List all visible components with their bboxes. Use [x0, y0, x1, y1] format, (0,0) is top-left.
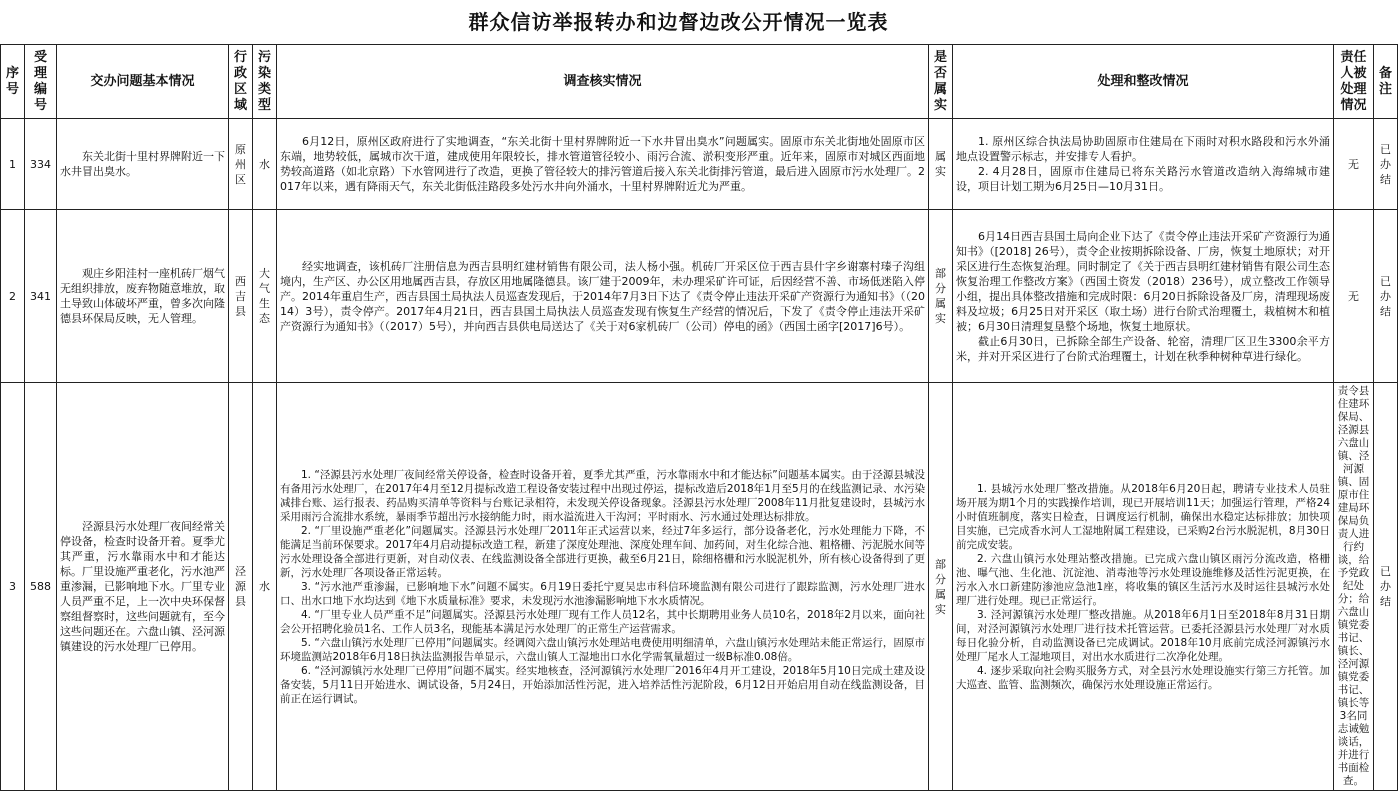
cell-verified: 属实: [929, 119, 953, 210]
cell-seq: 1: [1, 119, 25, 210]
investigation-paragraph: 3. “污水池严重渗漏，已影响地下水”问题不属实。6月19日委托宁夏吴忠市科信环境监测有限公司进行了跟踪监测，污水处理厂进水口、出水口地下水均达到《地下水质量标准》要求，未发现污水池渗漏影响地下水水质情况。: [280, 580, 925, 607]
cell-issue: 观庄乡阳洼村一座机砖厂烟气无组织排放，废弃物随意堆放，取土导致山体破坏严重，曾多次向隆德县环保局反映，无人管理。: [57, 210, 229, 383]
investigation-paragraph: 4. “厂里专业人员严重不足”问题属实。泾源县污水处理厂现有工作人员12名，其中长期聘用业务人员10名，2018年2月以来，面向社会公开招聘化验员1名、工作人员3名，现能基本满足污水处理厂的正常生产运营需求。: [280, 608, 925, 635]
cell-pollution: 水: [253, 119, 277, 210]
cell-seq: 3: [1, 383, 25, 791]
cell-accept-no: 341: [25, 210, 57, 383]
col-investigation: 调查核实情况: [277, 45, 929, 119]
cell-remark: 已办结: [1374, 119, 1398, 210]
handling-paragraph: 截止6月30日，已拆除全部生产设备、轮窑，清理厂区卫生3300余平方米，并对开采区进行了台阶式治理覆土，计划在秋季种树种草进行绿化。: [956, 334, 1330, 363]
cell-investigation: [277, 210, 929, 383]
cell-investigation: [277, 119, 929, 210]
cell-accept-no: 334: [25, 119, 57, 210]
handling-paragraph: 3. 泾河源镇污水处理厂整改措施。从2018年6月1日至2018年8月31日期间，对泾河源镇污水处理厂进行技术托管运营。已委托泾源县污水处理厂对水质每日化验分析，自动监测设备已完成调试。2018年10月底前完成泾河源镇污水处理厂尾水人工湿地项目，对出水水质进行二次净化处理。: [956, 608, 1330, 663]
cell-issue: 东关北街十里村界牌附近一下水井冒出臭水。: [57, 119, 229, 210]
cell-pollution: 大气生态: [253, 210, 277, 383]
table-row: [1, 210, 1398, 383]
col-handling: 处理和整改情况: [953, 45, 1334, 119]
investigation-paragraph: 1. “泾源县污水处理厂夜间经常关停设备，检查时设备开着，夏季尤其严重，污水靠雨水中和才能达标”问题基本属实。由于泾源县城没有备用污水处理厂，在2017年4月至12月提标改造工程设备安装过程中出现过停运，提标改造后2018年1月至5月的在线监测记录、水污染减排台账、运行报表、药品购买清单等资料与台账记录相符，未发现关停设备现象。泾源县污水处理厂2008年11月批复建设时，县城污水采用雨污合流排水系统，暴雨季节超出污水接纳能力时，雨水溢流进入干沟河；平时雨水、污水通过处理达标排放。: [280, 468, 925, 523]
cell-accountability: 责令县住建环保局、泾源县六盘山镇、泾河源镇、固原市住建局环保局负责人进行约谈，给予党政纪处分；给六盘山镇党委书记、镇长、泾河源镇党委书记、镇长等3名同志诫勉谈话，并进行书面检查。: [1334, 383, 1374, 791]
cell-remark: 已办结: [1374, 383, 1398, 791]
col-accountability: 责任人被处理情况: [1334, 45, 1374, 119]
handling-paragraph: 4. 逐步采取向社会购买服务方式，对全县污水处理设施实行第三方托管。加大巡查、监管、监测频次，确保污水处理设施正常运行。: [956, 664, 1330, 691]
investigation-paragraph: 5. “六盘山镇污水处理厂已停用”问题属实。经调阅六盘山镇污水处理站电费使用明细清单，六盘山镇污水处理站未能正常运行，固原市环境监测站2018年6月18日执法监测报告单显示，六盘山镇人工湿地出口水化学需氧量超过一级B标准0.08倍。: [280, 636, 925, 663]
investigation-paragraph: 经实地调查，该机砖厂注册信息为西吉县明红建材销售有限公司，法人杨小强。机砖厂开采区位于西吉县什字乡谢寨村瑧子沟组境内，生产区、办公区用地属西吉县，存放区用地属隆德县。该厂建于2009年，未办理采矿许可证，后因经营不善、市场低迷陷入停产。2014年重启生产，西吉县国土局执法人员巡查发现后，于2014年7月3日下达了《责令停止违法开采矿产资源行为通知书》（（2014）3号），责令停产。2017年4月21日，西吉县国土局执法人员巡查发现有恢复生产经营的情况后，下发了《责令停止违法开采矿产资源行为通知书》（（2017）5号），并向西吉县供电局送达了《关于对6家机砖厂（公司）停电的函》（西国土函字[2017]6号）。: [280, 259, 925, 333]
col-remark: 备注: [1374, 45, 1398, 119]
table-row: [1, 383, 1398, 791]
handling-paragraph: 2. 4月28日，固原市住建局已将东关路污水管道改造纳入海绵城市建设，项目计划工期为6月25日—10月31日。: [956, 165, 1330, 193]
col-issue: 交办问题基本情况: [57, 45, 229, 119]
cell-remark: 已办结: [1374, 210, 1398, 383]
cell-pollution: 水: [253, 383, 277, 791]
petition-table: [0, 44, 1398, 791]
cell-seq: 2: [1, 210, 25, 383]
cell-accountability: 无: [1334, 119, 1374, 210]
investigation-paragraph: 6月12日，原州区政府进行了实地调查，“东关北街十里村界牌附近一下水井冒出臭水”问题属实。固原市东关北街地处固原市区东端，地势较低，属城市次干道，建成使用年限较长，排水管道管径较小、雨污合流、淤积变形严重。近年来，固原市对城区西面地势较高道路（如北京路）下水管网进行了改造，更换了管径较大的排污管道后接入东关北街排污管道，最后进入固原市污水处理厂。2017年以来，遇有降雨天气，东关北街低洼路段多处污水井向外涌水，十里村界牌附近尤为严重。: [280, 135, 925, 193]
cell-district: 泾源县: [229, 383, 253, 791]
cell-handling: [953, 210, 1334, 383]
cell-district: 原州区: [229, 119, 253, 210]
header-row: [1, 45, 1398, 119]
cell-accept-no: 588: [25, 383, 57, 791]
cell-accountability: 无: [1334, 210, 1374, 383]
handling-paragraph: 6月14日西吉县国土局向企业下达了《责令停止违法开采矿产资源行为通知书》（[2018] 26号），责令企业按期拆除设备、厂房，恢复土地原状；对开采区进行生态恢复治理。同时制定了《关于西吉县明红建材销售有限公司生态恢复治理工作整改方案》（西国土资发（2018）236号），成立整改工作领导小组，提出具体整改措施和完成时限：6月20日拆除设备及厂房，清理现场废料及垃圾；6月25日对开采区（取土场）进行台阶式治理覆土，栽植树木和植被；6月30日清理复垦整个场地，恢复土地原状。: [956, 229, 1330, 333]
page-title: 群众信访举报转办和边督边改公开情况一览表: [468, 10, 889, 34]
col-district: 行政区域: [229, 45, 253, 119]
cell-verified: 部分属实: [929, 383, 953, 791]
cell-investigation: [277, 383, 929, 791]
handling-paragraph: 1. 原州区综合执法局协助固原市住建局在下雨时对积水路段和污水外涌地点设置警示标志，并安排专人看护。: [956, 135, 1330, 163]
col-pollution: 污染类型: [253, 45, 277, 119]
col-accept-no: 受理编号: [25, 45, 57, 119]
cell-verified: 部分属实: [929, 210, 953, 383]
investigation-paragraph: 6. “泾河源镇污水处理厂已停用”问题不属实。经实地核查，泾河源镇污水处理厂2016年4月开工建设，2018年5月10日完成土建及设备安装，5月11日开始进水、调试设备，5月24日，开始添加活性污泥，进入培养活性污泥阶段，6月12日开始启用自动在线监测设备，目前正在运行调试。: [280, 664, 925, 705]
table-row: [1, 119, 1398, 210]
col-seq: 序号: [1, 45, 25, 119]
cell-issue: 泾源县污水处理厂夜间经常关停设备，检查时设备开着。夏季尤其严重，污水靠雨水中和才能达标。厂里设施严重老化，污水池严重渗漏，已影响地下水。厂里专业人员严重不足，上一次中央环保督察组督察时，这些问题就有，至今这些问题还在。六盘山镇、泾河源镇建设的污水处理厂已停用。: [57, 383, 229, 791]
handling-paragraph: 2. 六盘山镇污水处理站整改措施。已完成六盘山镇区雨污分流改造，格栅池、曝气池、生化池、沉淀池、消毒池等污水处理设施维修及活性污泥更换，在污水入水口新建防渗池应急池1座，将收集的镇区生活污水及时运往县城污水处理厂进行处理。现已正常运行。: [956, 552, 1330, 607]
cell-handling: [953, 119, 1334, 210]
investigation-paragraph: 2. “厂里设施严重老化”问题属实。泾源县污水处理厂2011年正式运营以来，经过7年多运行，部分设备老化，污水处理能力下降，不能满足当前环保要求。2017年4月启动提标改造工程，新建了深度处理池、深度处理车间、加药间，对生化综合池、粗格栅、污泥脱水间等污水处理设备全部进行更新，对自动仪表、在线监测设备全部进行更换，截至6月21日，除细格栅和污水脱泥机外，所有核心设备得到了更新，污水处理厂各项设备正常运转。: [280, 524, 925, 579]
cell-handling: [953, 383, 1334, 791]
col-verified: 是否属实: [929, 45, 953, 119]
handling-paragraph: 1. 县城污水处理厂整改措施。从2018年6月20日起，聘请专业技术人员驻场开展为期1个月的实践操作培训，现已开展培训11天；加强运行管理，严格24小时值班制度，落实日检查，日调度运行机制，确保出水稳定达标排放；加快项目实施，已完成香水河人工湿地附属工程建设，已采购2台污水脱泥机，8月30日前完成安装。: [956, 482, 1330, 551]
cell-district: 西吉县: [229, 210, 253, 383]
